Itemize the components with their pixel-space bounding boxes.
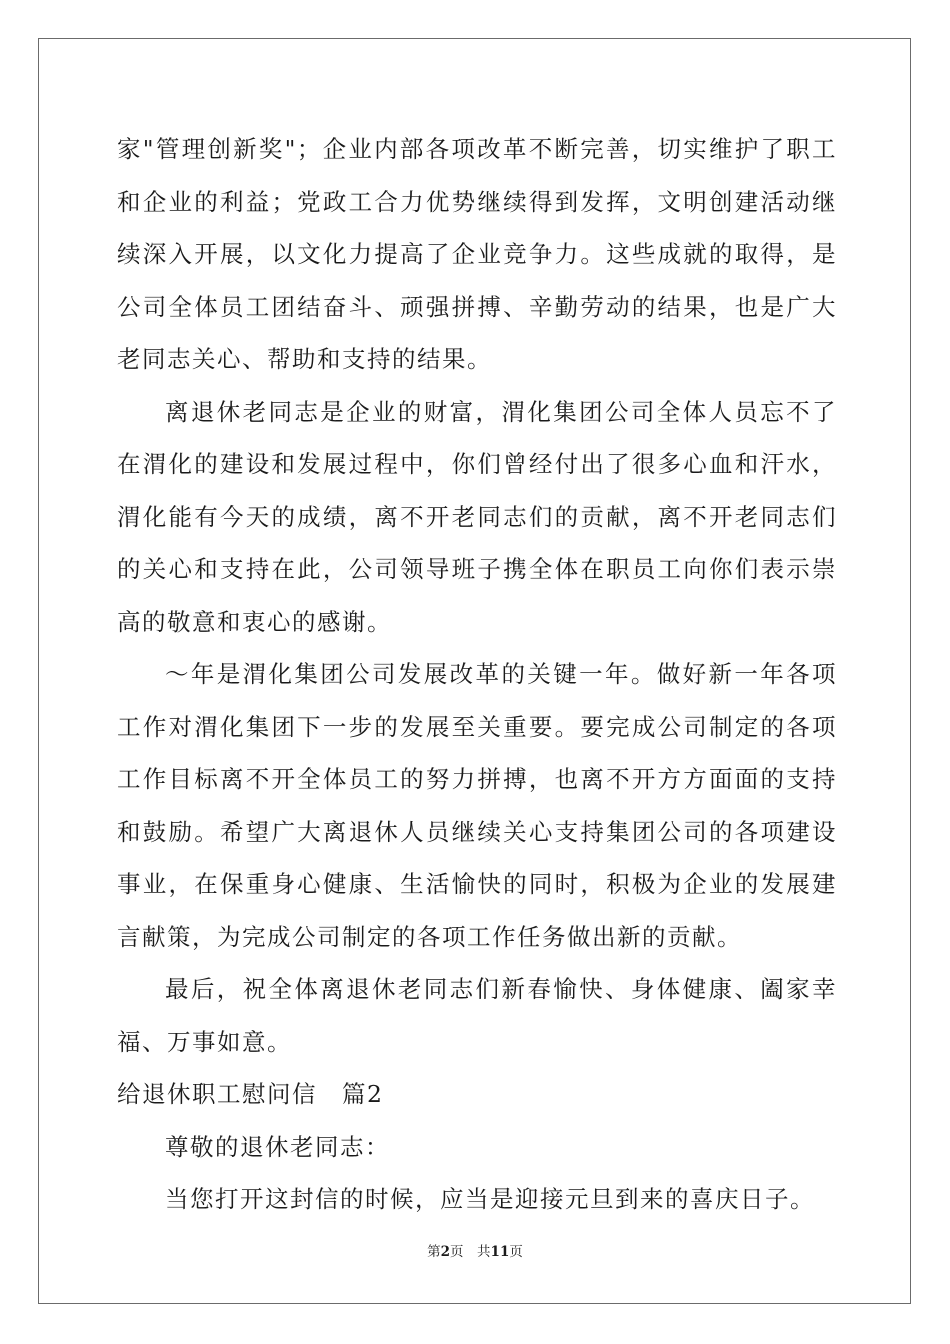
footer-page-word: 页 共 <box>450 1244 491 1260</box>
footer-prefix: 第 <box>427 1244 441 1260</box>
page-footer <box>0 1240 950 1260</box>
paragraph-3: ～年是渭化集团公司发展改革的关键一年。做好新一年各项工作对渭化集团下一步的发展至关重要。要完成公司制定的各项工作目标离不开全体员工的努力拼搏，也离不开方方面面的支持和鼓励。希望广大离退休人员继续关心支持集团公司的各项建设事业，在保重身心健康、生活愉快的同时，积极为企业的发展建言献策，为完成公司制定的各项工作任务做出新的贡献。 <box>117 660 837 951</box>
paragraph-1: 家"管理创新奖"；企业内部各项改革不断完善，切实维护了职工和企业的利益；党政工合力优势继续得到发挥，文明创建活动继续深入开展，以文化力提高了企业竞争力。这些成就的取得，是公司全体员工团结奋斗、顽强拼搏、辛勤劳动的结果，也是广大老同志关心、帮助和支持的结果。 <box>117 135 837 373</box>
current-page-number: 2 <box>440 1244 451 1260</box>
paragraph-4: 最后，祝全体离退休老同志们新春愉快、身体健康、阖家幸福、万事如意。 <box>117 975 837 1056</box>
section-heading: 给退休职工慰问信 篇2 <box>117 1080 384 1108</box>
paragraph-5: 当您打开这封信的时候，应当是迎接元旦到来的喜庆日子。 <box>165 1185 815 1213</box>
total-pages-number: 11 <box>490 1244 510 1260</box>
footer-suffix: 页 <box>509 1244 523 1260</box>
salutation: 尊敬的退休老同志： <box>165 1132 390 1161</box>
document-body <box>117 123 837 1226</box>
paragraph-2: 离退休老同志是企业的财富，渭化集团公司全体人员忘不了在渭化的建设和发展过程中，你们曾经付出了很多心血和汗水，渭化能有今天的成绩，离不开老同志们的贡献，离不开老同志们的关心和支持在此，公司领导班子携全体在职员工向你们表示崇高的敬意和衷心的感谢。 <box>117 397 837 636</box>
